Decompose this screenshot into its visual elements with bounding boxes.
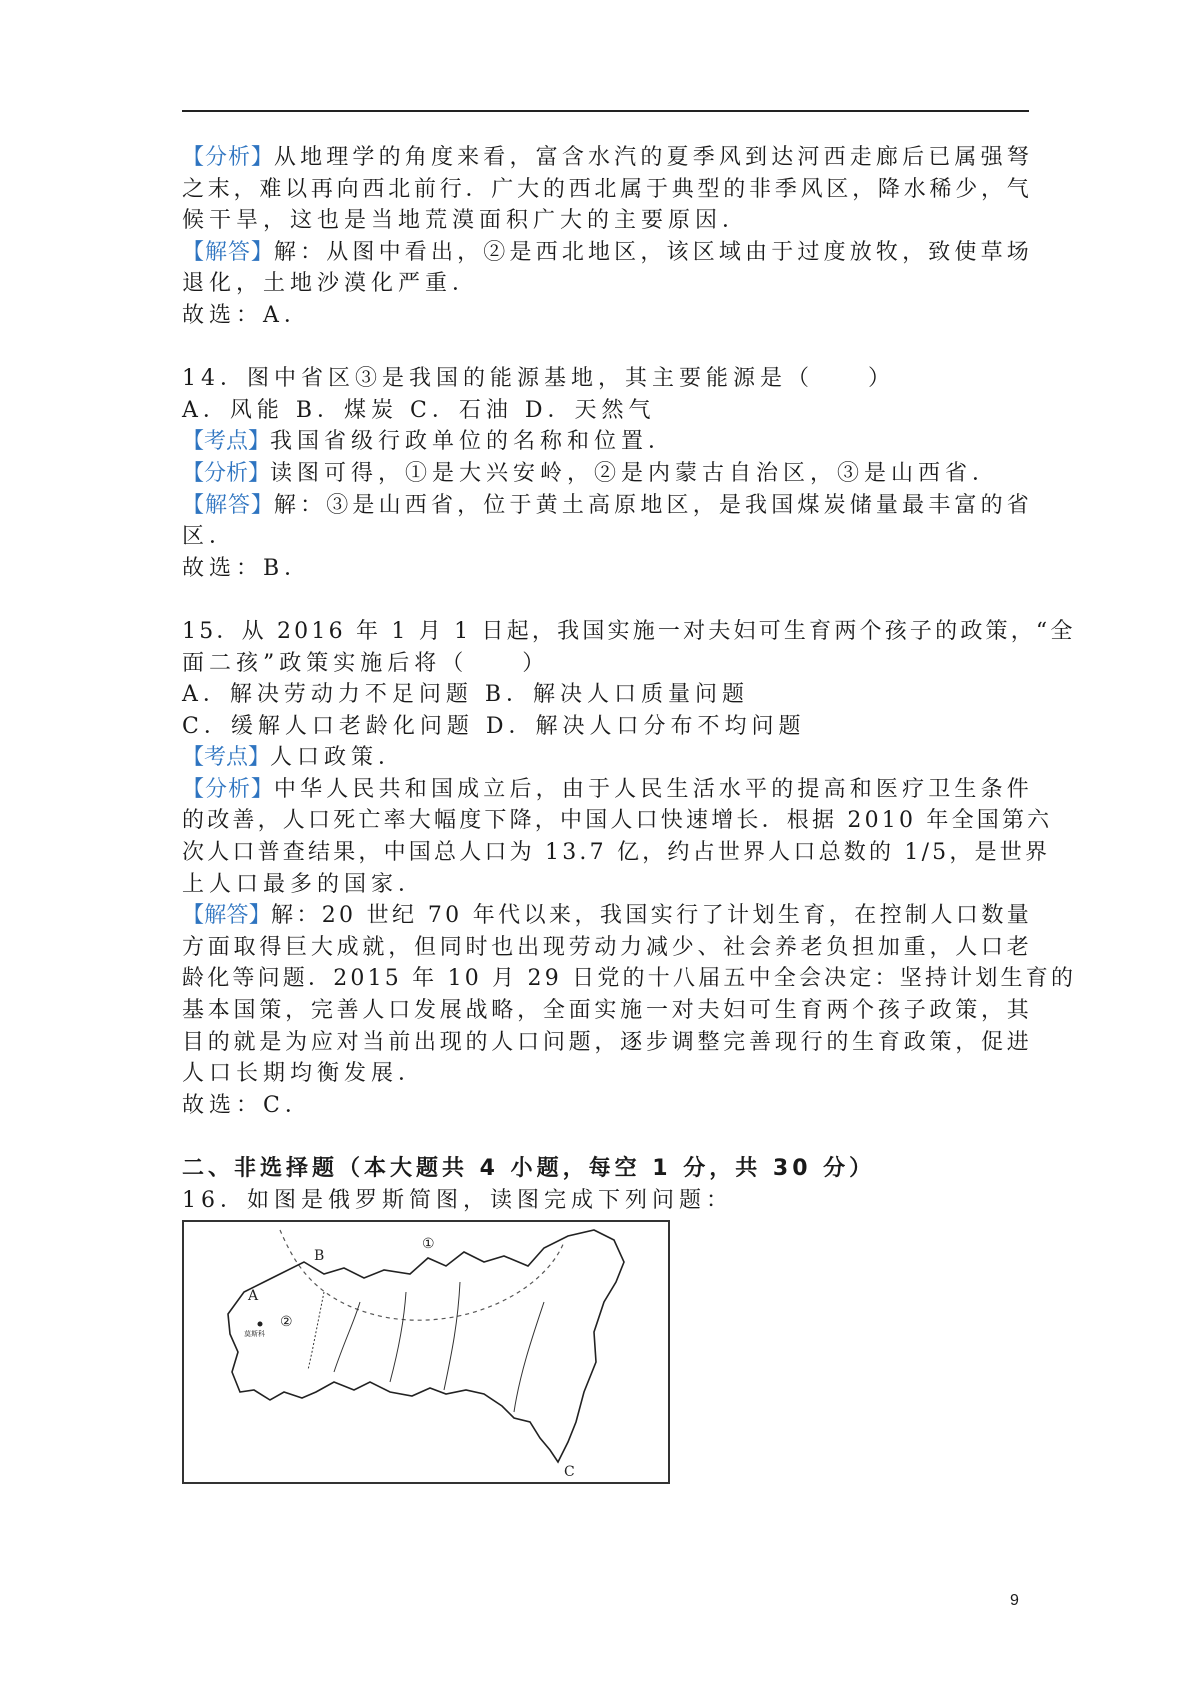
q15-stem-line: 15．从 2016 年 1 月 1 日起，我国实施一对夫妇可生育两个孩子的政策，“全 [182, 618, 1076, 644]
q15-analysis-line: 上人口最多的国家． [182, 871, 426, 897]
point-tag: 【考点】 [182, 429, 271, 455]
map-label-1: ① [422, 1236, 435, 1253]
q15-options-line: C．缓解人口老龄化问题 D．解决人口分布不均问题 [182, 713, 806, 739]
q14-point: 【考点】我国省级行政单位的名称和位置． [182, 429, 676, 455]
q14-answer-line: 【解答】解：③是山西省，位于黄土高原地区，是我国煤炭储量最丰富的省 [182, 492, 1032, 518]
q15-choice: 故选：C． [182, 1092, 312, 1118]
q15-analysis-line: 次人口普查结果，中国总人口为 13.7 亿，约占世界人口总数的 1/5，是世界 [182, 840, 1051, 866]
page-number: 9 [1010, 1592, 1019, 1609]
q14-analysis: 【分析】读图可得，①是大兴安岭，②是内蒙古自治区，③是山西省． [182, 460, 1000, 486]
answer-tag: 【解答】 [182, 903, 271, 929]
map-label-2: ② [280, 1314, 293, 1331]
answer-tag: 【解答】 [182, 492, 274, 518]
q14-stem: 14．图中省区③是我国的能源基地，其主要能源是（ ） [182, 366, 895, 392]
q15-answer-line: 龄化等问题．2015 年 10 月 29 日党的十八届五中全会决定：坚持计划生育的 [182, 966, 1077, 992]
analysis-tag: 【分析】 [182, 460, 271, 486]
point-tag: 【考点】 [182, 745, 271, 771]
q15-answer-line: 方面取得巨大成就，但同时也出现劳动力减少、社会养老负担加重，人口老 [182, 934, 1032, 960]
q13-analysis-line: 之末，难以再向西北前行．广大的西北属于典型的非季风区，降水稀少，气 [182, 176, 1032, 202]
q15-answer-line: 人口长期均衡发展． [182, 1061, 426, 1087]
page-content [182, 142, 1077, 1484]
answer-tag: 【解答】 [182, 239, 274, 265]
analysis-tag: 【分析】 [182, 776, 274, 802]
map-label-moscow: 莫斯科 [244, 1330, 265, 1339]
q15-answer-line: 基本国策，完善人口发展战略，全面实施一对夫妇可生育两个孩子政策，其 [182, 998, 1032, 1024]
section-heading: 二、非选择题（本大题共 4 小题，每空 1 分，共 30 分） [182, 1156, 876, 1181]
q13-answer-line: 退化，土地沙漠化严重． [182, 271, 480, 297]
q13-choice: 故选：A． [182, 302, 311, 328]
map-label-C: C [564, 1464, 575, 1481]
q16-stem: 16．如图是俄罗斯简图，读图完成下列问题： [182, 1187, 733, 1213]
q15-answer-line: 目的就是为应对当前出现的人口问题，逐步调整完善现行的生育政策，促进 [182, 1029, 1032, 1055]
q14-options: A．风能 B．煤炭 C．石油 D．天然气 [182, 397, 656, 423]
q15-stem-line: 面二孩”政策实施后将（ ） [182, 650, 550, 676]
q13-answer-line: 【解答】解：从图中看出，②是西北地区，该区域由于过度放牧，致使草场 [182, 239, 1032, 265]
q15-point: 【考点】人口政策． [182, 745, 406, 771]
q13-analysis-line: 候干旱，这也是当地荒漠面积广大的主要原因． [182, 208, 750, 234]
q14-choice: 故选：B． [182, 555, 312, 581]
q15-analysis-line: 【分析】中华人民共和国成立后，由于人民生活水平的提高和医疗卫生条件 [182, 776, 1032, 802]
map-label-A: A [248, 1288, 259, 1305]
q15-answer-line: 【解答】解：20 世纪 70 年代以来，我国实行了计划生育，在控制人口数量 [182, 903, 1032, 929]
analysis-tag: 【分析】 [182, 145, 274, 170]
q15-analysis-line: 的改善，人口死亡率大幅度下降，中国人口快速增长．根据 2010 年全国第六 [182, 808, 1053, 834]
q15-options-line: A．解决劳动力不足问题 B．解决人口质量问题 [182, 682, 750, 708]
russia-map-drawing [184, 1222, 668, 1482]
q13-analysis-line: 【分析】从地理学的角度来看，富含水汽的夏季风到达河西走廊后已属强弩 [182, 145, 1032, 170]
map-label-B: B [314, 1248, 325, 1265]
q14-answer-line: 区． [182, 524, 237, 550]
header-rule [182, 110, 1029, 112]
russia-map [182, 1220, 670, 1484]
